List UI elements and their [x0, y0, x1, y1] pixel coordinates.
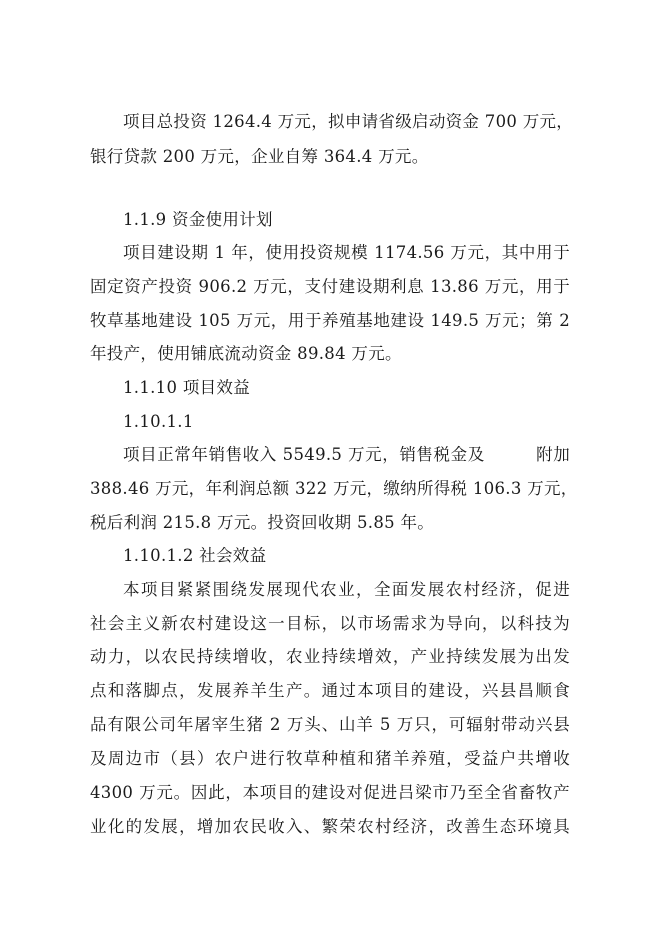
paragraph-social-line-8: 业化的发展，增加农民收入、繁荣农村经济，改善生态环境具: [90, 817, 570, 836]
paragraph-fund-line-3: 牧草基地建设 105 万元，用于养殖基地建设 149.5 万元；第 2: [90, 311, 570, 330]
paragraph-investment-line-2: 银行贷款 200 万元，企业自筹 364.4 万元。: [90, 147, 429, 166]
paragraph-social-line-2: 社会主义新农村建设这一目标，以市场需求为导向，以科技为: [90, 614, 570, 633]
paragraph-economic-line-1: 项目正常年销售收入 5549.5 万元，销售税金及 附加: [123, 445, 570, 464]
paragraph-economic-line-2: 388.46 万元，年利润总额 322 万元，缴纳所得税 106.3 万元，: [90, 479, 578, 498]
paragraph-social-line-4: 点和落脚点，发展养羊生产。通过本项目的建设，兴县昌顺食: [90, 681, 570, 700]
paragraph-social-line-6: 及周边市（县）农户进行牧草种植和猪羊养殖，受益户共增收: [90, 749, 570, 768]
paragraph-social-line-3: 动力，以农民持续增收，农业持续增效，产业持续发展为出发: [90, 647, 570, 666]
paragraph-fund-line-4: 年投产，使用铺底流动资金 89.84 万元。: [90, 344, 402, 363]
paragraph-social-line-7: 4300 万元。因此，本项目的建设对促进吕梁市乃至全省畜牧产: [90, 783, 570, 802]
paragraph-social-line-5: 品有限公司年屠宰生猪 2 万头、山羊 5 万只，可辐射带动兴县: [90, 715, 570, 734]
paragraph-investment-line-1: 项目总投资 1264.4 万元，拟申请省级启动资金 700 万元，: [123, 112, 574, 131]
subsection-heading-social: 1.10.1.2 社会效益: [123, 546, 267, 565]
paragraph-economic-line-3: 税后利润 215.8 万元。投资回收期 5.85 年。: [90, 513, 435, 532]
section-heading-fund-plan: 1.1.9 资金使用计划: [123, 210, 273, 229]
paragraph-fund-line-2: 固定资产投资 906.2 万元，支付建设期利息 13.86 万元，用于: [90, 277, 570, 296]
paragraph-fund-line-1: 项目建设期 1 年，使用投资规模 1174.56 万元，其中用于: [123, 243, 570, 262]
section-heading-benefits: 1.1.10 项目效益: [123, 378, 251, 397]
paragraph-social-line-1: 本项目紧紧围绕发展现代农业，全面发展农村经济，促进: [123, 580, 570, 599]
subsection-heading-economic: 1.10.1.1: [123, 412, 194, 431]
